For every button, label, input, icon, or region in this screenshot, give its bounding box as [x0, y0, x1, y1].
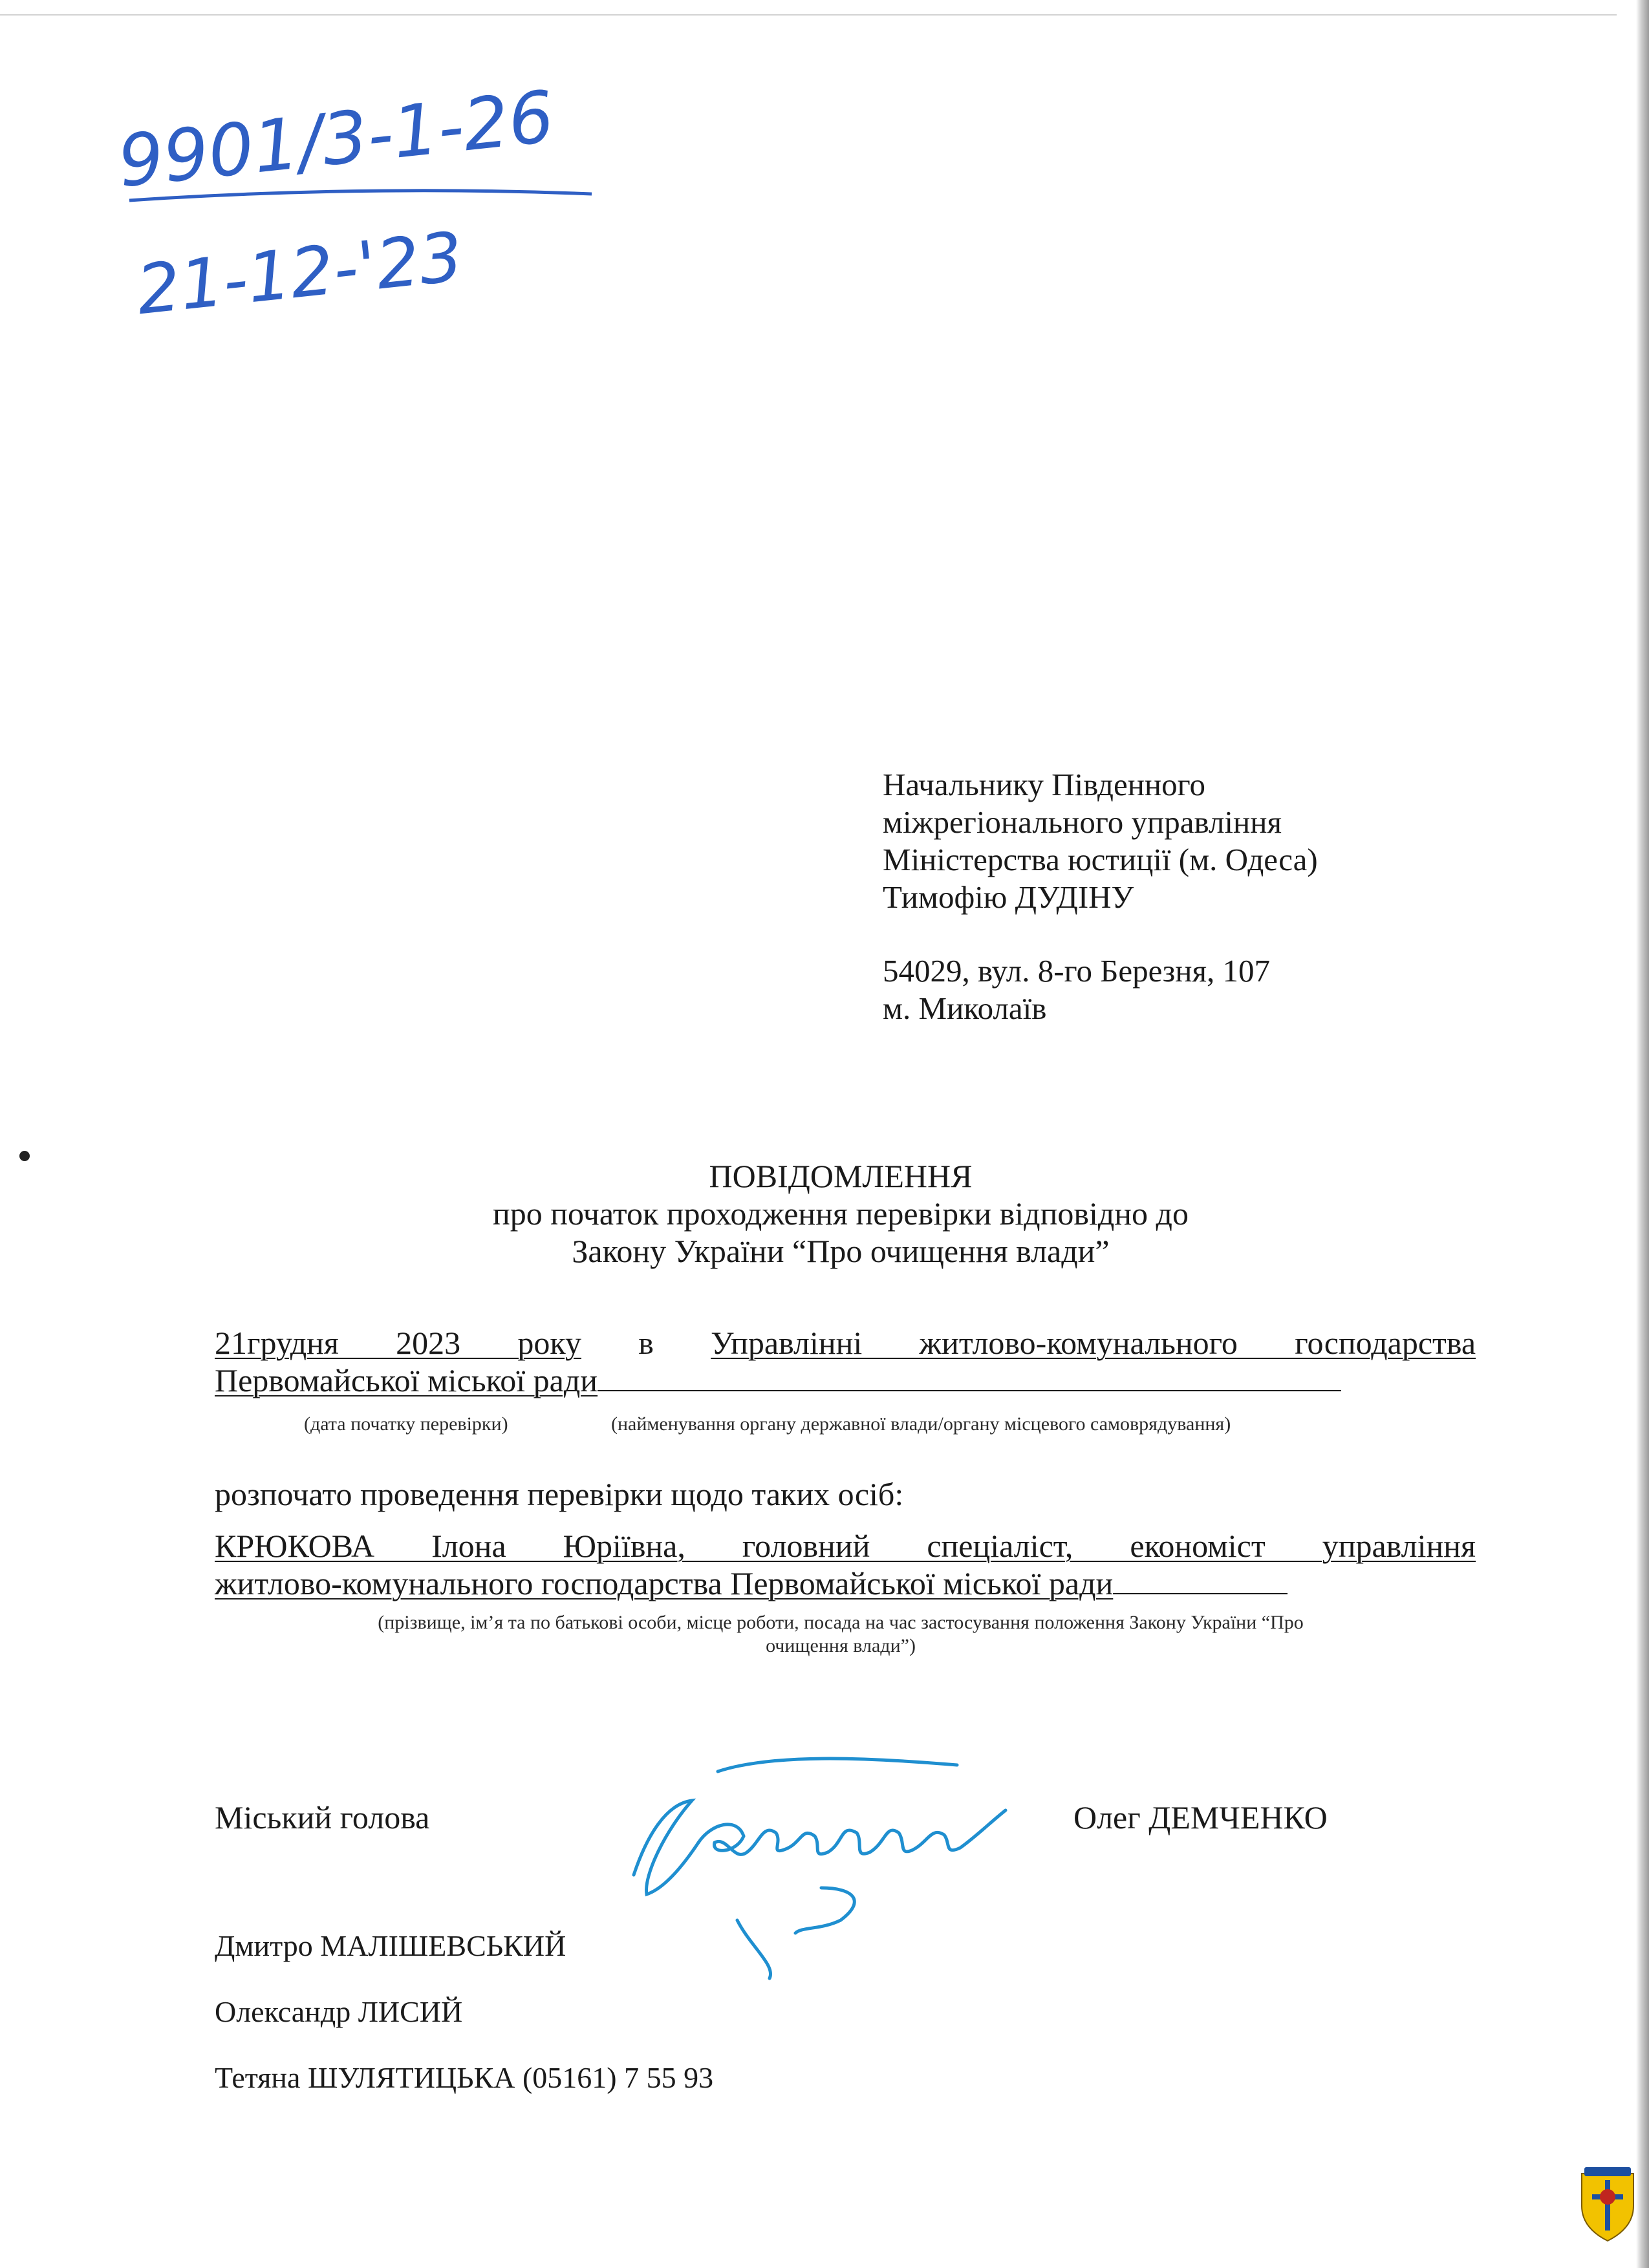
person-line-2: житлово-комунального господарства Первомайської міської ради	[215, 1565, 1114, 1601]
registration-date: 21-12-'23	[133, 217, 467, 323]
city-emblem	[1578, 2166, 1637, 2243]
addressee-line-1: Начальнику Південного	[883, 767, 1206, 802]
addressee-name: Тимофію ДУДІНУ	[883, 879, 1134, 915]
person-line-2-row	[215, 1565, 1476, 1602]
check-date-organ	[215, 1324, 1476, 1399]
check-line-1	[215, 1324, 1476, 1362]
addressee-line-3: Міністерства юстиції (м. Одеса)	[883, 842, 1318, 877]
person-block	[215, 1527, 1476, 1602]
hint-person-line-1: (прізвище, ім’я та по батькові особи, місце роботи, посада на час застосування положення Закону України “Про	[378, 1612, 1304, 1633]
hint-person	[0, 1611, 1649, 1658]
handwritten-signature	[608, 1739, 1022, 1985]
check-organ-part-1: Управлінні житлово-комунального господарства	[711, 1325, 1476, 1361]
signatory-position: Міський голова	[215, 1799, 430, 1835]
fill-line	[1113, 1565, 1288, 1594]
address-street: 54029, вул. 8-го Березня, 107	[883, 953, 1271, 989]
scan-top-edge	[0, 14, 1617, 16]
hint-person-line-2: очищення влади”)	[766, 1635, 916, 1656]
address-city: м. Миколаїв	[883, 990, 1047, 1026]
title-heading: ПОВІДОМЛЕННЯ	[709, 1158, 973, 1194]
hint-organ: (найменування органу державної влади/органу місцевого самоврядування)	[611, 1413, 1231, 1435]
hint-date: (дата початку перевірки)	[304, 1413, 508, 1435]
check-preposition: в	[638, 1325, 654, 1361]
signatory-name: Олег ДЕМЧЕНКО	[1073, 1799, 1328, 1835]
staff-line-1: Дмитро МАЛІШЕВСЬКИЙ	[215, 1929, 566, 1962]
document-title	[0, 1157, 1649, 1270]
title-line-2: Закону України “Про очищення влади”	[572, 1233, 1110, 1269]
addressee-line-2: міжрегіонального управління	[883, 804, 1282, 840]
person-line-1: КРЮКОВА Ілона Юріївна, головний спеціаліст, економіст управління	[215, 1528, 1476, 1564]
registration-number: 9901/3-1-26	[114, 75, 558, 204]
check-date: 21грудня 2023 року	[215, 1325, 581, 1361]
fill-line	[598, 1362, 1341, 1391]
staff-line-2: Олександр ЛИСИЙ	[215, 1995, 463, 2028]
title-line-1: про початок проходження перевірки відповідно до	[493, 1195, 1189, 1232]
check-organ-part-2: Первомайської міської ради	[215, 1362, 598, 1398]
check-line-2	[215, 1362, 1476, 1399]
scan-right-edge	[1636, 0, 1649, 2268]
started-text: розпочато проведення перевірки щодо таких осіб:	[215, 1476, 904, 1512]
addressee-block	[883, 766, 1318, 1027]
handwritten-registration	[110, 52, 601, 323]
staff-line-3: Тетяна ШУЛЯТИЦЬКА (05161) 7 55 93	[215, 2061, 714, 2094]
